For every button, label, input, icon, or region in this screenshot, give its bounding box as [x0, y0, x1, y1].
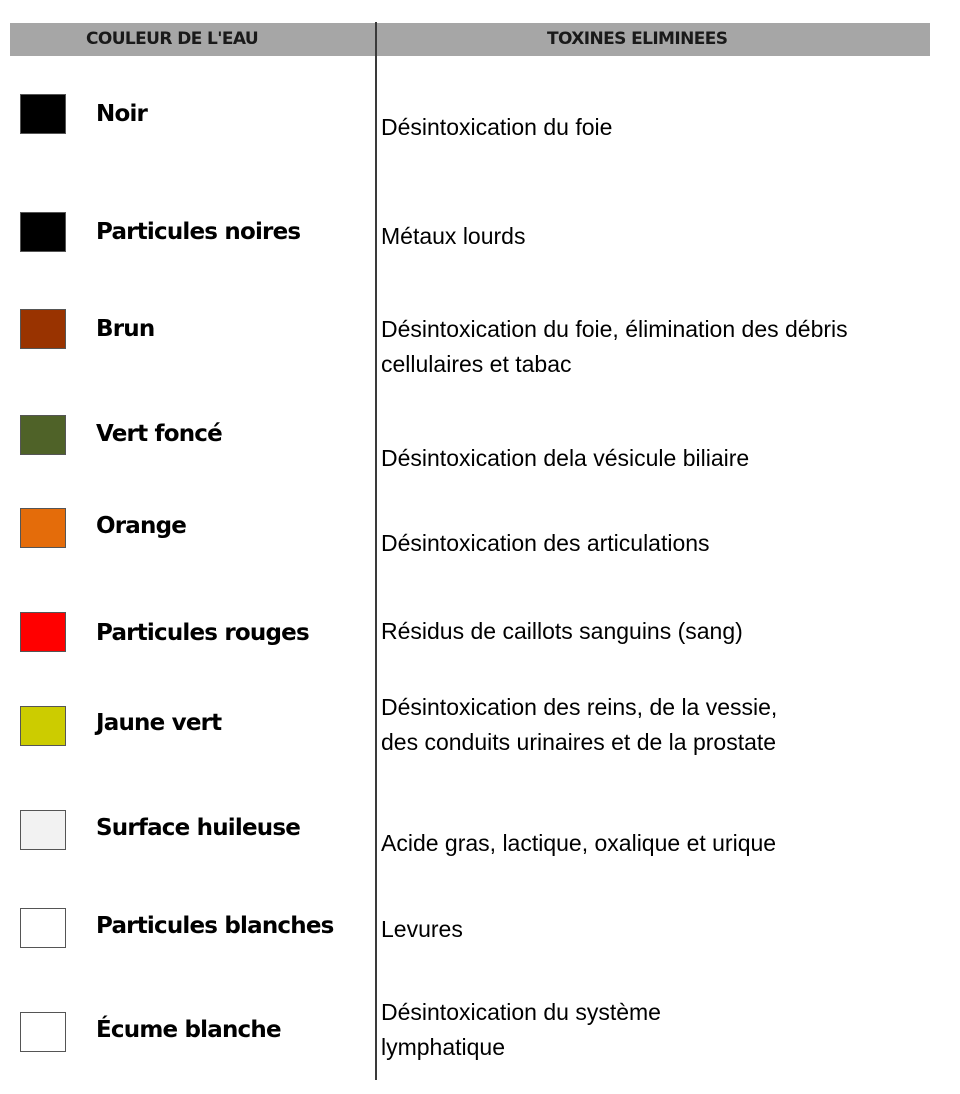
color-name: Surface huileuse [96, 815, 301, 841]
header-color-column: COULEUR DE L'EAU [86, 29, 259, 49]
header-toxins-column: TOXINES ELIMINEES [547, 29, 728, 49]
color-name: Particules rouges [96, 620, 309, 646]
toxin-line: Acide gras, lactique, oxalique et urique [381, 830, 777, 856]
color-swatch [20, 94, 66, 134]
toxin-line: Désintoxication du foie [381, 114, 613, 140]
toxin-line: Désintoxication du système [381, 999, 661, 1025]
color-name: Brun [96, 316, 155, 342]
toxin-description [381, 312, 848, 382]
toxin-description [381, 441, 749, 476]
toxin-description [381, 526, 710, 561]
color-name: Jaune vert [96, 710, 222, 736]
toxin-description [381, 614, 743, 649]
toxin-description [381, 110, 612, 145]
color-swatch [20, 810, 66, 850]
toxin-line: Désintoxication des articulations [381, 530, 710, 556]
color-swatch [20, 706, 66, 746]
color-swatch [20, 508, 66, 548]
toxin-line: Désintoxication dela vésicule biliaire [381, 445, 750, 471]
color-name: Noir [96, 101, 148, 127]
toxin-description [381, 995, 661, 1065]
color-swatch [20, 415, 66, 455]
color-name: Écume blanche [96, 1017, 281, 1043]
color-name: Vert foncé [96, 421, 222, 447]
toxin-line: cellulaires et tabac [381, 351, 572, 377]
toxin-description [381, 912, 463, 947]
color-swatch [20, 1012, 66, 1052]
toxin-line: lymphatique [381, 1034, 506, 1060]
toxin-description [381, 826, 776, 861]
toxin-line: Résidus de caillots sanguins (sang) [381, 618, 743, 644]
color-name: Orange [96, 513, 187, 539]
toxin-line: Désintoxication des reins, de la vessie, [381, 694, 778, 720]
color-swatch [20, 612, 66, 652]
color-swatch [20, 212, 66, 252]
column-divider [375, 22, 377, 1080]
color-name: Particules blanches [96, 913, 334, 939]
toxin-line: Désintoxication du foie, élimination des débris [381, 316, 848, 342]
toxin-line: Métaux lourds [381, 223, 526, 249]
color-swatch [20, 908, 66, 948]
toxin-description [381, 219, 525, 254]
toxin-line: des conduits urinaires et de la prostate [381, 729, 777, 755]
toxin-description [381, 690, 777, 760]
color-swatch [20, 309, 66, 349]
toxin-line: Levures [381, 916, 463, 942]
color-name: Particules noires [96, 219, 301, 245]
